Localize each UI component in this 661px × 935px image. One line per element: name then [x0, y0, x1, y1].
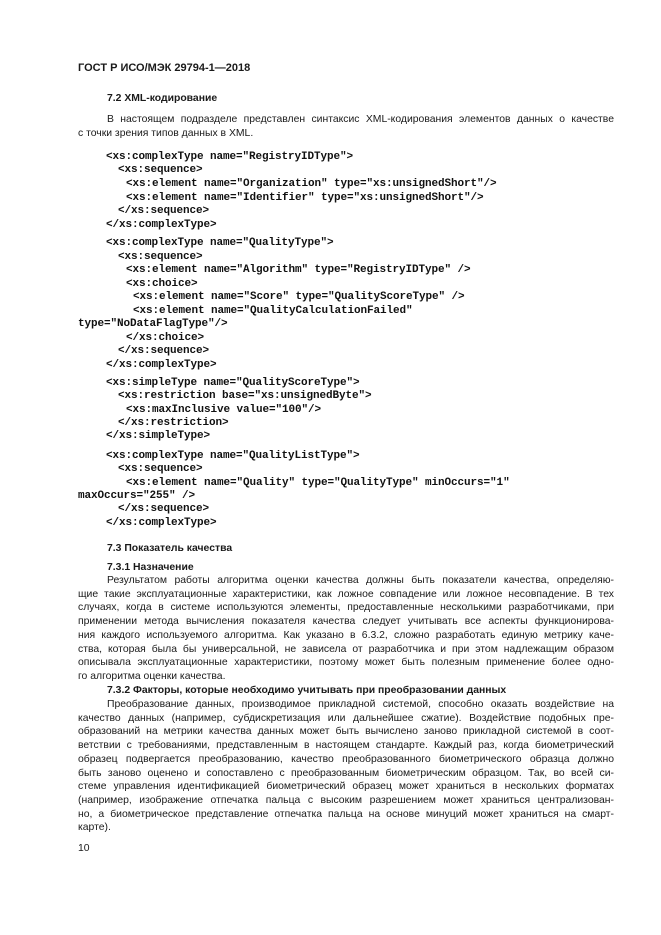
body-line: качество данных (например, субдискретизация или дальнейшее сжатие). Воздействие подобных пре- — [78, 712, 614, 724]
body-line: ветствии с требованиями, представленным в настоящем стандарте. Каждый раз, когда биометрический — [78, 740, 614, 752]
code-line: </xs:restriction> — [118, 417, 229, 429]
code-line: <xs:sequence> — [118, 164, 203, 176]
body-line: го алгоритма оценки качества. — [78, 671, 226, 683]
body-line: карте). — [78, 822, 111, 834]
body-line: ния каждого используемого алгоритма. Как указано в 6.3.2, сложно разработать единую метрику каче- — [78, 629, 614, 641]
code-line: </xs:complexType> — [106, 219, 217, 231]
code-line: <xs:maxInclusive value="100"/> — [126, 404, 322, 416]
code-line: </xs:complexType> — [106, 517, 217, 529]
code-line: </xs:choice> — [126, 332, 205, 344]
section-7-2-title: 7.2 XML-кодирование — [107, 93, 218, 104]
code-line: <xs:restriction base="xs:unsignedByte"> — [118, 390, 372, 402]
code-line: </xs:complexType> — [106, 359, 217, 371]
body-line: описывала эксплуатационные характеристики, поэтому может быть полезным применение более одно- — [78, 657, 614, 669]
body-line: случаях, когда в системе используются элементы, предоставленные несколькими разработчиками, при — [78, 602, 614, 614]
intro-line: В настоящем подразделе представлен синтаксис XML-кодирования элементов данных о качестве — [107, 114, 614, 125]
code-line: <xs:sequence> — [118, 463, 203, 475]
code-line: <xs:complexType name="QualityType"> — [106, 237, 334, 249]
code-line: <xs:choice> — [126, 278, 198, 290]
body-line: применении метода вычисления показателя качества следует учитывать все аспекты функционирова- — [78, 616, 614, 628]
code-line: <xs:element name="Organization" type="xs:unsignedShort"/> — [126, 178, 497, 190]
code-line: <xs:element name="Quality" type="QualityType" minOccurs="1" — [126, 477, 510, 489]
body-line: быть заново оценено и сопоставлено с преобразованным биометрическим образцом. Так, во всей си- — [78, 767, 614, 779]
code-line: <xs:element name="QualityCalculationFailed" — [133, 305, 413, 317]
page-number: 10 — [78, 843, 90, 854]
section-7-3-1-title: 7.3.1 Назначение — [107, 562, 194, 573]
code-line: <xs:element name="Identifier" type="xs:unsignedShort"/> — [126, 192, 484, 204]
body-line: образец подвергается преобразованию, качество преобразованного биометрического образца должно — [78, 753, 614, 765]
code-line: <xs:sequence> — [118, 251, 203, 263]
code-line: </xs:simpleType> — [106, 430, 211, 442]
code-line: <xs:complexType name="RegistryIDType"> — [106, 151, 354, 163]
body-line: стеме управления идентификацией биометрический образец может храниться в нескольких форматах — [78, 781, 614, 793]
body-line: ства, которая была бы универсальной, не зависела от разработчика и при этом надлежащим образом — [78, 643, 614, 655]
body-line: но, а биометрическое представление отпечатка пальца на основе минуций может храниться на смарт- — [78, 808, 614, 820]
body-line: Преобразование данных, производимое прикладной системой, способно оказать воздействие на — [107, 699, 614, 710]
document-header: ГОСТ Р ИСО/МЭК 29794-1—2018 — [78, 62, 251, 74]
body-line: щие такие эксплуатационные характеристики, как ложное совпадение или ложное несовпадение. В тех — [78, 588, 614, 600]
body-line: (например, изображение отпечатка пальца с высоким разрешением может храниться централизован- — [78, 795, 614, 807]
section-7-3-2-title: 7.3.2 Факторы, которые необходимо учитывать при преобразовании данных — [107, 685, 507, 696]
body-line: образований на метрики качества данных может быть вычислено заново прикладной системой в соот- — [78, 726, 614, 738]
code-line: maxOccurs="255" /> — [78, 490, 196, 502]
code-line: type="NoDataFlagType"/> — [78, 318, 228, 330]
section-7-3-title: 7.3 Показатель качества — [107, 543, 233, 554]
code-line: <xs:complexType name="QualityListType"> — [106, 450, 360, 462]
code-line: <xs:element name="Score" type="QualityScoreType" /> — [133, 291, 465, 303]
intro-line: с точки зрения типов данных в XML. — [78, 128, 254, 139]
code-line: </xs:sequence> — [118, 503, 210, 515]
body-line: Результатом работы алгоритма оценки качества должны быть показатели качества, определяю- — [107, 575, 614, 586]
code-line: <xs:element name="Algorithm" type="RegistryIDType" /> — [126, 264, 471, 276]
code-line: </xs:sequence> — [118, 345, 210, 357]
code-line: </xs:sequence> — [118, 205, 210, 217]
code-line: <xs:simpleType name="QualityScoreType"> — [106, 377, 360, 389]
